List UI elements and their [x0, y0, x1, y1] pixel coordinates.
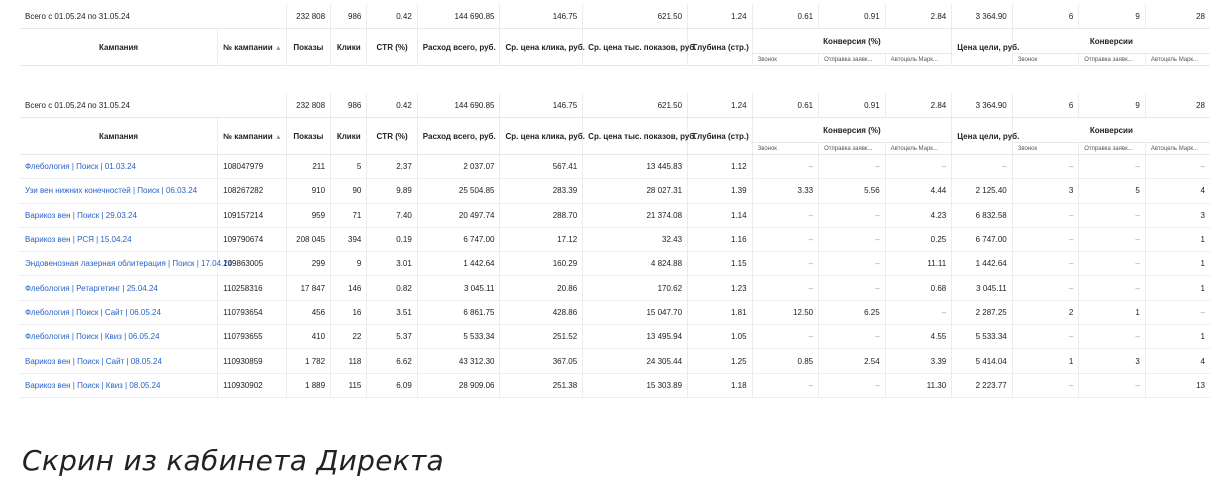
column-header-depth[interactable]: Глубина (стр.): [688, 29, 753, 66]
campaign-link[interactable]: Варикоз вен | Поиск | Квиз | 08.05.24: [20, 373, 218, 397]
table-cell: –: [1012, 203, 1079, 227]
table-cell: 17 847: [286, 276, 330, 300]
table-cell: 1.81: [688, 300, 753, 324]
table-cell: 1 889: [286, 373, 330, 397]
column-header-impressions[interactable]: Показы: [286, 118, 330, 155]
table-cell: 5 533.34: [417, 325, 500, 349]
table-cell: 43 312.30: [417, 349, 500, 373]
table-cell: –: [1012, 155, 1079, 179]
column-header-campaign[interactable]: Кампания: [20, 118, 218, 155]
campaign-id: 110793654: [218, 300, 287, 324]
table-cell: 283.39: [500, 179, 583, 203]
totals-value: 1.24: [688, 4, 753, 29]
table-cell: –: [752, 203, 819, 227]
table-cell: 6 832.58: [952, 203, 1013, 227]
column-subheader-request[interactable]: Отправка заявк...: [1079, 54, 1146, 66]
totals-value: 6: [1012, 93, 1079, 118]
table-cell: 3: [1079, 349, 1146, 373]
table-cell: 15 047.70: [583, 300, 688, 324]
column-header-impressions[interactable]: Показы: [286, 29, 330, 66]
table-cell: 115: [331, 373, 367, 397]
column-header-cpc[interactable]: Ср. цена клика, руб.: [500, 29, 583, 66]
table-cell: 146: [331, 276, 367, 300]
table-cell: 0.82: [367, 276, 417, 300]
campaign-id: 110258316: [218, 276, 287, 300]
table-cell: –: [819, 155, 886, 179]
table-cell: 7.40: [367, 203, 417, 227]
table-cell: 1: [1145, 276, 1210, 300]
totals-value: 2.84: [885, 4, 952, 29]
table-row: [20, 155, 1210, 179]
table-cell: 1.16: [688, 227, 753, 251]
totals-row: [20, 4, 1210, 29]
table-cell: –: [1079, 276, 1146, 300]
column-subheader-call[interactable]: Звонок: [752, 54, 819, 66]
totals-value: 6: [1012, 4, 1079, 29]
campaign-table: [20, 93, 1210, 398]
table-cell: 1.12: [688, 155, 753, 179]
totals-value: 986: [331, 93, 367, 118]
table-cell: 1 442.64: [952, 252, 1013, 276]
table-cell: 251.38: [500, 373, 583, 397]
table-cell: 1: [1145, 252, 1210, 276]
totals-row: [20, 93, 1210, 118]
column-header-clicks[interactable]: Клики: [331, 29, 367, 66]
table-cell: –: [819, 276, 886, 300]
column-header-conversions: Конверсии: [1012, 118, 1210, 143]
table-cell: 90: [331, 179, 367, 203]
campaign-id: 110930902: [218, 373, 287, 397]
totals-value: 0.61: [752, 4, 819, 29]
table-cell: 456: [286, 300, 330, 324]
table-cell: 160.29: [500, 252, 583, 276]
table-cell: –: [1079, 203, 1146, 227]
table-cell: 12.50: [752, 300, 819, 324]
table-cell: 211: [286, 155, 330, 179]
campaign-id: 109157214: [218, 203, 287, 227]
totals-value: 28: [1145, 4, 1210, 29]
table-cell: 28 909.06: [417, 373, 500, 397]
table-cell: 251.52: [500, 325, 583, 349]
table-row: [20, 203, 1210, 227]
table-cell: 1: [1012, 349, 1079, 373]
table-cell: 959: [286, 203, 330, 227]
column-subheader-request[interactable]: Отправка заявк...: [1079, 143, 1146, 155]
table-cell: 567.41: [500, 155, 583, 179]
table-cell: –: [819, 203, 886, 227]
campaign-id: 110793655: [218, 325, 287, 349]
table-cell: 3.39: [885, 349, 952, 373]
table-cell: 3 045.11: [952, 276, 1013, 300]
table-cell: –: [1012, 325, 1079, 349]
totals-value: 232 808: [286, 4, 330, 29]
totals-value: 0.91: [819, 4, 886, 29]
column-header-conversion-rate: Конверсия (%): [752, 29, 952, 54]
table-cell: 4 824.88: [583, 252, 688, 276]
table-cell: 1.14: [688, 203, 753, 227]
table-cell: 28 027.31: [583, 179, 688, 203]
table-row: [20, 300, 1210, 324]
campaign-id: 108047979: [218, 155, 287, 179]
table-cell: 367.05: [500, 349, 583, 373]
table-cell: 13: [1145, 373, 1210, 397]
totals-value: 9: [1079, 4, 1146, 29]
table-cell: 1.05: [688, 325, 753, 349]
table-cell: 3: [1145, 203, 1210, 227]
table-cell: 4: [1145, 349, 1210, 373]
table-row: [20, 373, 1210, 397]
totals-value: 986: [331, 4, 367, 29]
table-cell: –: [885, 155, 952, 179]
table-cell: 4: [1145, 179, 1210, 203]
totals-label: Всего с 01.05.24 по 31.05.24: [20, 4, 286, 29]
column-subheader-request[interactable]: Отправка заявк...: [819, 143, 886, 155]
campaign-link[interactable]: Эндовенозная лазерная облитерация | Поиск | 17.04.24: [20, 252, 218, 276]
table-cell: 5: [1079, 179, 1146, 203]
table-cell: 13 445.83: [583, 155, 688, 179]
table-cell: 11.30: [885, 373, 952, 397]
column-subheader-call[interactable]: Звонок: [1012, 143, 1079, 155]
table-row: [20, 227, 1210, 251]
header-row: [20, 118, 1210, 143]
campaign-link[interactable]: Флебология | Ретаргетинг | 25.04.24: [20, 276, 218, 300]
table-cell: 2 037.07: [417, 155, 500, 179]
table-cell: 1: [1145, 227, 1210, 251]
table-cell: 394: [331, 227, 367, 251]
column-header-cpc[interactable]: Ср. цена клика, руб.: [500, 118, 583, 155]
campaign-link[interactable]: Флебология | Поиск | Сайт | 06.05.24: [20, 300, 218, 324]
column-header-campaign[interactable]: Кампания: [20, 29, 218, 66]
table-cell: 5.56: [819, 179, 886, 203]
table-cell: –: [752, 155, 819, 179]
table-cell: 2: [1012, 300, 1079, 324]
table-cell: 0.19: [367, 227, 417, 251]
table-cell: 13 495.94: [583, 325, 688, 349]
table-cell: 9.89: [367, 179, 417, 203]
table-cell: –: [1145, 155, 1210, 179]
table-cell: 170.62: [583, 276, 688, 300]
totals-value: 232 808: [286, 93, 330, 118]
table-cell: 17.12: [500, 227, 583, 251]
column-header-number[interactable]: [218, 118, 287, 155]
table-cell: 1.15: [688, 252, 753, 276]
table-cell: 20 497.74: [417, 203, 500, 227]
table-cell: 2 125.40: [952, 179, 1013, 203]
table-cell: 5: [331, 155, 367, 179]
column-subheader-call[interactable]: Звонок: [1012, 54, 1079, 66]
table-cell: –: [952, 155, 1013, 179]
column-header-clicks[interactable]: Клики: [331, 118, 367, 155]
campaign-id: 109790674: [218, 227, 287, 251]
column-header-ctr[interactable]: CTR (%): [367, 118, 417, 155]
campaign-link[interactable]: Узи вен нижних конечностей | Поиск | 06.03.24: [20, 179, 218, 203]
table-cell: 6 747.00: [417, 227, 500, 251]
table-cell: –: [1079, 155, 1146, 179]
totals-value: 146.75: [500, 4, 583, 29]
table-cell: 2 287.25: [952, 300, 1013, 324]
column-subheader-autogoal[interactable]: Автоцель Марк...: [885, 54, 952, 66]
table-cell: 410: [286, 325, 330, 349]
table-cell: 1: [1145, 325, 1210, 349]
table-cell: 3: [1012, 179, 1079, 203]
table-cell: 118: [331, 349, 367, 373]
table-cell: 20.86: [500, 276, 583, 300]
column-subheader-autogoal[interactable]: Автоцель Марк...: [1145, 54, 1210, 66]
table-cell: 0.85: [752, 349, 819, 373]
column-subheader-autogoal[interactable]: Автоцель Марк...: [1145, 143, 1210, 155]
table-cell: 32.43: [583, 227, 688, 251]
table-cell: –: [752, 276, 819, 300]
campaign-id: 108267282: [218, 179, 287, 203]
totals-value: 1.24: [688, 93, 753, 118]
column-subheader-request[interactable]: Отправка заявк...: [819, 54, 886, 66]
table-cell: 1.18: [688, 373, 753, 397]
table-cell: –: [1079, 325, 1146, 349]
column-subheader-autogoal[interactable]: Автоцель Марк...: [885, 143, 952, 155]
campaign-link[interactable]: Варикоз вен | Поиск | 29.03.24: [20, 203, 218, 227]
campaign-link[interactable]: Варикоз вен | РСЯ | 15.04.24: [20, 227, 218, 251]
table-cell: 1 442.64: [417, 252, 500, 276]
column-header-number-label: № кампании: [223, 42, 273, 52]
table-cell: –: [752, 373, 819, 397]
table-cell: 5 414.04: [952, 349, 1013, 373]
table-cell: 9: [331, 252, 367, 276]
table-cell: 11.11: [885, 252, 952, 276]
table-cell: –: [819, 227, 886, 251]
table-cell: 3 045.11: [417, 276, 500, 300]
table-cell: 299: [286, 252, 330, 276]
table-cell: 6.62: [367, 349, 417, 373]
table-cell: 1.23: [688, 276, 753, 300]
totals-value: 9: [1079, 93, 1146, 118]
column-header-spend[interactable]: Расход всего, руб.: [417, 29, 500, 66]
table-row: [20, 252, 1210, 276]
campaign-id: 109863005: [218, 252, 287, 276]
table-cell: 21 374.08: [583, 203, 688, 227]
table-cell: 4.55: [885, 325, 952, 349]
table-cell: –: [752, 325, 819, 349]
column-header-conversion-rate: Конверсия (%): [752, 118, 952, 143]
totals-value: 146.75: [500, 93, 583, 118]
table-cell: 71: [331, 203, 367, 227]
table-cell: –: [819, 325, 886, 349]
table-cell: 15 303.89: [583, 373, 688, 397]
table-cell: –: [819, 373, 886, 397]
table-cell: 3.01: [367, 252, 417, 276]
table-cell: 208 045: [286, 227, 330, 251]
table-cell: 1.25: [688, 349, 753, 373]
totals-value: 144 690.85: [417, 4, 500, 29]
table-cell: 1: [1079, 300, 1146, 324]
campaign-link[interactable]: Флебология | Поиск | 01.03.24: [20, 155, 218, 179]
totals-value: 621.50: [583, 4, 688, 29]
column-header-spend[interactable]: Расход всего, руб.: [417, 118, 500, 155]
table-cell: 25 504.85: [417, 179, 500, 203]
table-cell: 24 305.44: [583, 349, 688, 373]
table-cell: –: [1079, 252, 1146, 276]
table-cell: 1 782: [286, 349, 330, 373]
totals-label: Всего с 01.05.24 по 31.05.24: [20, 93, 286, 118]
table-cell: 2.37: [367, 155, 417, 179]
table-cell: –: [752, 252, 819, 276]
campaign-link[interactable]: Варикоз вен | Поиск | Сайт | 08.05.24: [20, 349, 218, 373]
table-row: [20, 179, 1210, 203]
totals-value: 0.42: [367, 4, 417, 29]
totals-value: 2.84: [885, 93, 952, 118]
sort-ascending-icon: ▲: [274, 44, 282, 52]
table-cell: –: [885, 300, 952, 324]
totals-value: 0.42: [367, 93, 417, 118]
table-cell: 6.09: [367, 373, 417, 397]
totals-value: 28: [1145, 93, 1210, 118]
sort-ascending-icon: ▲: [274, 133, 282, 141]
totals-value: 3 364.90: [952, 4, 1013, 29]
totals-value: 0.61: [752, 93, 819, 118]
table-cell: 22: [331, 325, 367, 349]
column-header-goal-price[interactable]: Цена цели, руб.: [952, 29, 1013, 66]
column-subheader-call[interactable]: Звонок: [752, 143, 819, 155]
column-header-number[interactable]: [218, 29, 287, 66]
table-cell: 2 223.77: [952, 373, 1013, 397]
table-cell: 428.86: [500, 300, 583, 324]
table-row: [20, 349, 1210, 373]
totals-value: 0.91: [819, 93, 886, 118]
table-cell: –: [1012, 276, 1079, 300]
table-cell: –: [1145, 300, 1210, 324]
table-cell: 5.37: [367, 325, 417, 349]
totals-value: 144 690.85: [417, 93, 500, 118]
table-row: [20, 325, 1210, 349]
table-cell: 4.44: [885, 179, 952, 203]
table-cell: 1.39: [688, 179, 753, 203]
table-cell: –: [1012, 227, 1079, 251]
table-cell: –: [752, 227, 819, 251]
table-cell: 288.70: [500, 203, 583, 227]
column-header-number-label: № кампании: [223, 131, 273, 141]
table-cell: 16: [331, 300, 367, 324]
header-row: [20, 29, 1210, 54]
table-cell: 910: [286, 179, 330, 203]
table-cell: 3.33: [752, 179, 819, 203]
column-header-goal-price[interactable]: Цена цели, руб.: [952, 118, 1013, 155]
column-header-ctr[interactable]: CTR (%): [367, 29, 417, 66]
table-cell: –: [819, 252, 886, 276]
table-cell: 0.68: [885, 276, 952, 300]
campaign-id: 110930859: [218, 349, 287, 373]
column-header-cpm[interactable]: Ср. цена тыс. показов, руб.: [583, 118, 688, 155]
table-cell: 0.25: [885, 227, 952, 251]
table-cell: 6.25: [819, 300, 886, 324]
table-cell: 5 533.34: [952, 325, 1013, 349]
table-cell: 6 861.75: [417, 300, 500, 324]
table-cell: –: [1012, 373, 1079, 397]
table-cell: 4.23: [885, 203, 952, 227]
table-row: [20, 276, 1210, 300]
table-cell: 2.54: [819, 349, 886, 373]
caption: Скрин из кабинета Директа: [22, 444, 445, 477]
table-cell: 6 747.00: [952, 227, 1013, 251]
summary-table: [20, 4, 1210, 66]
campaign-link[interactable]: Флебология | Поиск | Квиз | 06.05.24: [20, 325, 218, 349]
column-header-depth[interactable]: Глубина (стр.): [688, 118, 753, 155]
table-cell: –: [1012, 252, 1079, 276]
column-header-conversions: Конверсии: [1012, 29, 1210, 54]
table-cell: –: [1079, 227, 1146, 251]
totals-value: 621.50: [583, 93, 688, 118]
table-cell: 3.51: [367, 300, 417, 324]
table-cell: –: [1079, 373, 1146, 397]
totals-value: 3 364.90: [952, 93, 1013, 118]
column-header-cpm[interactable]: Ср. цена тыс. показов, руб.: [583, 29, 688, 66]
